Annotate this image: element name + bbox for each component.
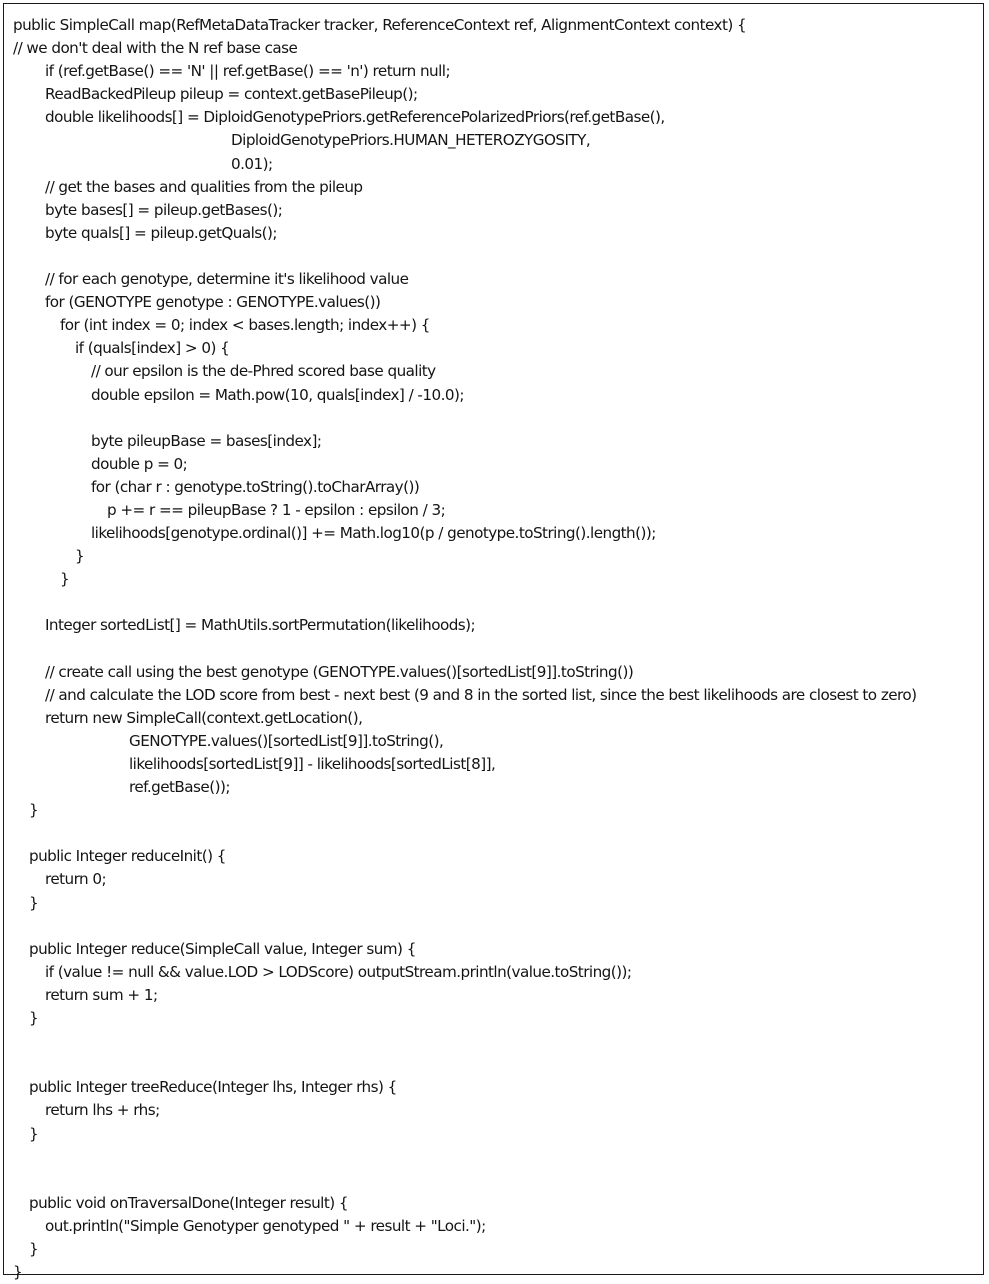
code-line: if (ref.getBase() == 'N' || ref.getBase() == 'n') return null; — [45, 62, 451, 81]
code-line: // for each genotype, determine it's likelihood value — [45, 270, 409, 289]
code-line: if (quals[index] > 0) { — [75, 339, 230, 358]
code-line: return sum + 1; — [45, 985, 158, 1004]
code-line: } — [29, 1239, 39, 1258]
code-line: } — [29, 1124, 39, 1143]
code-line: } — [29, 801, 39, 820]
code-line: // and calculate the LOD score from best - next best (9 and 8 in the sorted list, since the best likelihoods are closest to zero) — [45, 685, 917, 704]
code-line — [13, 591, 979, 614]
code-line: } — [60, 570, 70, 589]
code-line — [13, 245, 979, 268]
code-line — [13, 638, 979, 661]
code-line: double p = 0; — [91, 454, 188, 473]
code-line: public Integer treeReduce(Integer lhs, Integer rhs) { — [29, 1078, 397, 1097]
code-line — [13, 1030, 979, 1053]
code-line: } — [75, 547, 85, 566]
code-line: // create call using the best genotype (GENOTYPE.values()[sortedList[9]].toString()) — [45, 662, 634, 681]
code-line: for (int index = 0; index < bases.length; index++) { — [60, 316, 430, 335]
code-line: } — [29, 893, 39, 912]
code-line — [13, 407, 979, 430]
code-line: DiploidGenotypePriors.HUMAN_HETEROZYGOSITY, — [231, 131, 591, 150]
code-line: double likelihoods[] = DiploidGenotypePriors.getReferencePolarizedPriors(ref.getBase(), — [45, 108, 665, 127]
code-line: if (value != null && value.LOD > LODScore) outputStream.println(value.toString()); — [45, 962, 632, 981]
code-line: double epsilon = Math.pow(10, quals[index] / -10.0); — [91, 385, 464, 404]
code-line: public SimpleCall map(RefMetaDataTracker tracker, ReferenceContext ref, AlignmentContext context) { — [13, 16, 747, 34]
code-line — [13, 1053, 979, 1076]
code-line: // get the bases and qualities from the pileup — [45, 177, 363, 196]
code-listing-frame — [3, 3, 984, 1282]
code-line: // our epsilon is the de-Phred scored base quality — [91, 362, 436, 381]
code-line — [13, 822, 979, 845]
code-line — [13, 1146, 979, 1169]
code-line: return 0; — [45, 870, 107, 889]
code-line — [13, 1169, 979, 1192]
code-line: return new SimpleCall(context.getLocation(), — [45, 708, 363, 727]
code-line: p += r == pileupBase ? 1 - epsilon : epsilon / 3; — [107, 500, 446, 519]
code-line: for (char r : genotype.toString().toCharArray()) — [91, 477, 420, 496]
code-listing — [13, 14, 979, 1284]
code-line: byte pileupBase = bases[index]; — [91, 431, 322, 450]
code-line: out.println("Simple Genotyper genotyped " + result + "Loci."); — [45, 1216, 486, 1235]
code-line: // we don't deal with the N ref base case — [13, 39, 298, 58]
code-line: public void onTraversalDone(Integer result) { — [29, 1193, 348, 1212]
code-line: public Integer reduceInit() { — [29, 847, 226, 866]
code-line — [13, 915, 979, 938]
code-line: byte quals[] = pileup.getQuals(); — [45, 223, 277, 242]
code-line: ref.getBase()); — [129, 778, 230, 797]
code-line: } — [13, 1263, 23, 1282]
code-line: 0.01); — [231, 154, 273, 173]
code-line: return lhs + rhs; — [45, 1101, 160, 1120]
code-line: byte bases[] = pileup.getBases(); — [45, 200, 283, 219]
code-line: public Integer reduce(SimpleCall value, Integer sum) { — [29, 939, 416, 958]
code-line: } — [29, 1009, 39, 1028]
code-line: GENOTYPE.values()[sortedList[9]].toString(), — [129, 731, 444, 750]
code-line: likelihoods[genotype.ordinal()] += Math.log10(p / genotype.toString().length()); — [91, 524, 656, 543]
code-line: for (GENOTYPE genotype : GENOTYPE.values()) — [45, 293, 381, 312]
code-line: Integer sortedList[] = MathUtils.sortPermutation(likelihoods); — [45, 616, 476, 635]
code-line: ReadBackedPileup pileup = context.getBasePileup(); — [45, 85, 418, 104]
code-line: likelihoods[sortedList[9]] - likelihoods[sortedList[8]], — [129, 755, 496, 773]
